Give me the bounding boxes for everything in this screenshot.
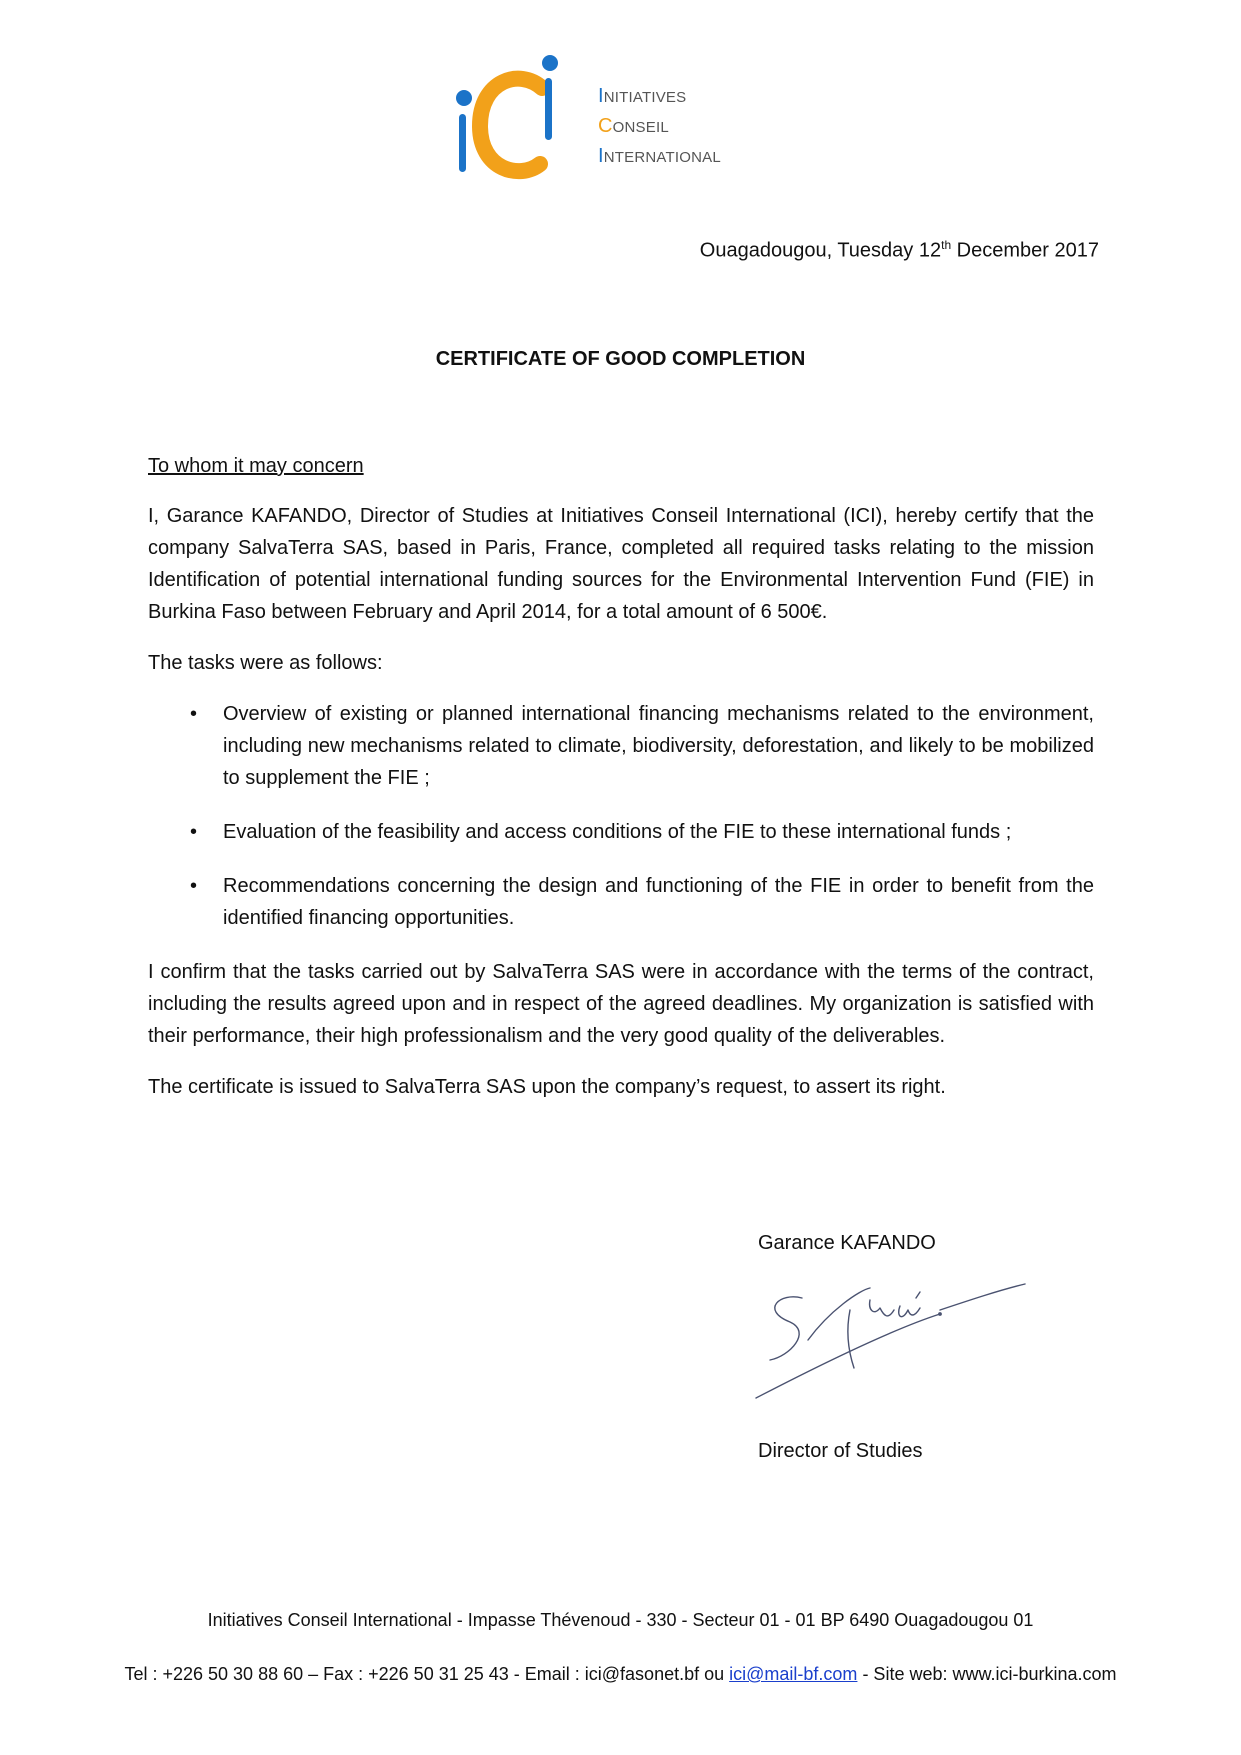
signer-name: Garance KAFANDO bbox=[758, 1232, 936, 1254]
bullet-icon: • bbox=[190, 821, 198, 843]
logo-line-1: INITIATIVES bbox=[598, 85, 687, 107]
paragraph-confirmation: I confirm that the tasks carried out by SalvaTerra SAS were in accordance with the terms of the contract, including the results agreed upon and in respect of the agreed deadlines. My organization is satisfied with their performance, their high professionalism and the very good quality of the deliverables. bbox=[148, 961, 1094, 1047]
list-item: • Recommendations concerning the design and functioning of the FIE in order to benefit from the identified financing opportunities. bbox=[148, 870, 1094, 934]
document-title: CERTIFICATE OF GOOD COMPLETION bbox=[435, 348, 806, 370]
logo-wordmark bbox=[598, 82, 721, 172]
footer-contact: Tel : +226 50 30 88 60 – Fax : +226 50 31 25 43 - Email : ici@fasonet.bf ou ici@mail-bf.com - Site web: www.ici-burkina.com bbox=[124, 1664, 1117, 1684]
email-link[interactable]: ici@mail-bf.com bbox=[729, 1664, 858, 1684]
letter-body bbox=[148, 450, 1094, 1122]
bullet-icon: • bbox=[190, 875, 198, 897]
salutation: To whom it may concern bbox=[148, 455, 364, 477]
signer-role: Director of Studies bbox=[758, 1440, 923, 1462]
tasks-list bbox=[148, 698, 1094, 934]
list-item: • Evaluation of the feasibility and access conditions of the FIE to these international funds ; bbox=[148, 816, 1094, 848]
logo-line-3: INTERNATIONAL bbox=[598, 145, 721, 167]
list-item: • Overview of existing or planned international financing mechanisms related to the environment, including new mechanisms related to climate, biodiversity, deforestation, and likely to be mobilized to supplement the FIE ; bbox=[148, 698, 1094, 794]
paragraph-issuance: The certificate is issued to SalvaTerra SAS upon the company’s request, to assert its right. bbox=[148, 1076, 946, 1098]
paragraph-certification: I, Garance KAFANDO, Director of Studies at Initiatives Conseil International (ICI), hereby certify that the company SalvaTerra SAS, based in Paris, France, completed all required tasks relating to the mission Identification of potential international funding sources for the Environmental Intervention Fund (FIE) in Burkina Faso between February and April 2014, for a total amount of 6 500€. bbox=[148, 505, 1094, 623]
bullet-icon: • bbox=[190, 703, 198, 725]
handwritten-signature bbox=[750, 1270, 1030, 1410]
logo-line-2: CONSEIL bbox=[598, 115, 669, 137]
footer-address: Initiatives Conseil International - Impasse Thévenoud - 330 - Secteur 01 - 01 BP 6490 Ouagadougou 01 bbox=[207, 1610, 1034, 1630]
ici-logo bbox=[450, 48, 730, 198]
ici-logo-mark bbox=[450, 48, 590, 198]
tasks-intro: The tasks were as follows: bbox=[148, 652, 383, 674]
letter-date: Ouagadougou, Tuesday 12th December 2017 bbox=[699, 238, 1099, 262]
